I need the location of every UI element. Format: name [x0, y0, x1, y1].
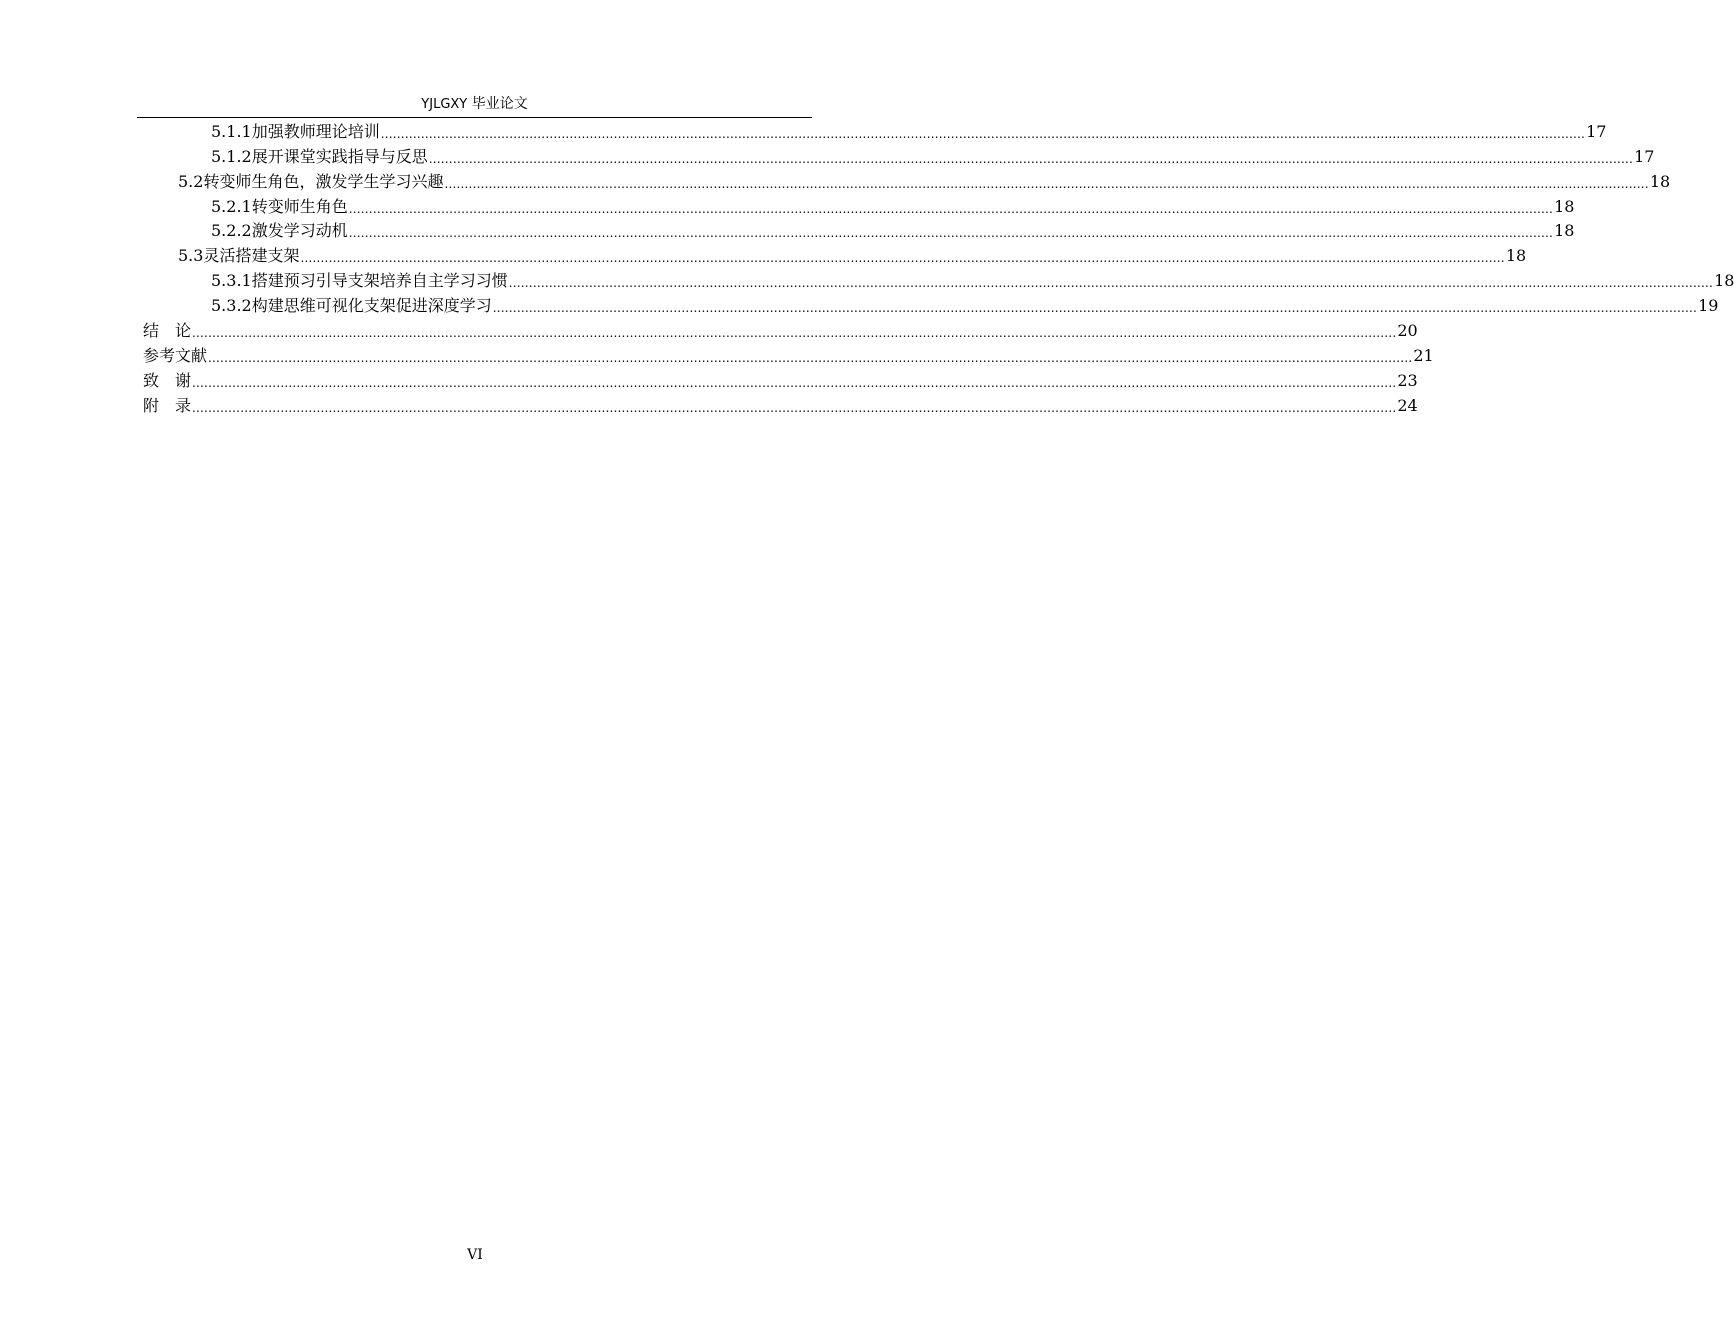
toc-dot-leader: ............................................................................................................................................................................................................................................................................................................: [208, 350, 1413, 365]
toc-dot-leader: ............................................................................................................................................................................................................................................................................................................: [348, 201, 1554, 216]
toc-title: 激发学习动机: [251, 221, 348, 241]
toc-entry[interactable]: [143, 291, 1719, 316]
toc-page-number: 18: [1714, 271, 1734, 291]
toc-entry[interactable]: [143, 366, 1418, 391]
toc-title: 搭建预习引导支架培养自主学习习惯: [251, 271, 508, 291]
toc-entry[interactable]: [143, 316, 1418, 341]
toc-dot-leader: ............................................................................................................................................................................................................................................................................................................: [192, 326, 1397, 341]
toc-entry[interactable]: [143, 117, 1607, 142]
toc-section-number: 5.2.2: [211, 221, 252, 241]
toc-dot-leader: ............................................................................................................................................................................................................................................................................................................: [380, 126, 1586, 141]
toc-title: 灵活搭建支架: [203, 246, 300, 266]
toc-section-number: 5.2.1: [211, 196, 252, 216]
header-title: 毕业论文: [471, 96, 528, 112]
toc-dot-leader: ............................................................................................................................................................................................................................................................................................................: [192, 375, 1397, 390]
toc-entry[interactable]: [143, 192, 1575, 217]
toc-section-number: 5.1.2: [211, 146, 252, 166]
toc-entry[interactable]: [143, 142, 1655, 167]
toc-title: 参考文献: [143, 345, 208, 365]
toc-section-number: 5.1.1: [211, 121, 252, 141]
toc-page-number: 18: [1554, 196, 1575, 216]
toc-title: 转变师生角色: [251, 196, 348, 216]
toc-title: 加强教师理论培训: [251, 121, 380, 141]
toc-title: 致 谢: [143, 370, 192, 390]
toc-dot-leader: ............................................................................................................................................................................................................................................................................................................: [508, 276, 1714, 291]
toc-page-number: 20: [1397, 321, 1418, 341]
toc-page-number: 24: [1397, 395, 1418, 415]
toc-title: 附 录: [143, 395, 192, 415]
toc-dot-leader: ............................................................................................................................................................................................................................................................................................................: [492, 301, 1698, 316]
toc-dot-leader: ............................................................................................................................................................................................................................................................................................................: [192, 400, 1397, 415]
page-header: [137, 93, 812, 118]
toc-section-number: 5.3: [178, 246, 204, 266]
toc-entry[interactable]: [143, 266, 1734, 291]
toc-title: 结 论: [143, 321, 192, 341]
toc-section-number: 5.2: [178, 171, 204, 191]
toc-dot-leader: ............................................................................................................................................................................................................................................................................................................: [300, 251, 1505, 266]
toc-page-number: 18: [1554, 221, 1575, 241]
toc-entry[interactable]: [143, 391, 1418, 416]
page-number: VI: [467, 1247, 483, 1263]
toc-dot-leader: ............................................................................................................................................................................................................................................................................................................: [444, 176, 1649, 191]
toc-page-number: 21: [1413, 345, 1434, 365]
toc-page-number: 18: [1649, 171, 1671, 191]
toc-title: 展开课堂实践指导与反思: [251, 146, 428, 166]
toc-entry[interactable]: [143, 341, 1434, 366]
toc-page-number: 23: [1397, 370, 1418, 390]
toc-section-number: 5.3.2: [211, 296, 252, 316]
toc-dot-leader: ............................................................................................................................................................................................................................................................................................................: [428, 151, 1634, 166]
toc-title: 转变师生角色，激发学生学习兴趣: [203, 171, 444, 191]
toc-entry[interactable]: [143, 217, 1575, 242]
toc-page-number: 17: [1634, 146, 1655, 166]
toc-page-number: 19: [1698, 296, 1719, 316]
header-code: YJLGXY: [421, 97, 468, 112]
toc-page-number: 17: [1586, 121, 1607, 141]
toc-section-number: 5.3.1: [211, 271, 252, 291]
toc-entry[interactable]: [143, 241, 1527, 266]
toc-entry[interactable]: [143, 167, 1671, 192]
toc-dot-leader: ............................................................................................................................................................................................................................................................................................................: [348, 226, 1554, 241]
table-of-contents: [143, 117, 1734, 416]
toc-title: 构建思维可视化支架促进深度学习: [251, 296, 492, 316]
toc-page-number: 18: [1505, 246, 1527, 266]
